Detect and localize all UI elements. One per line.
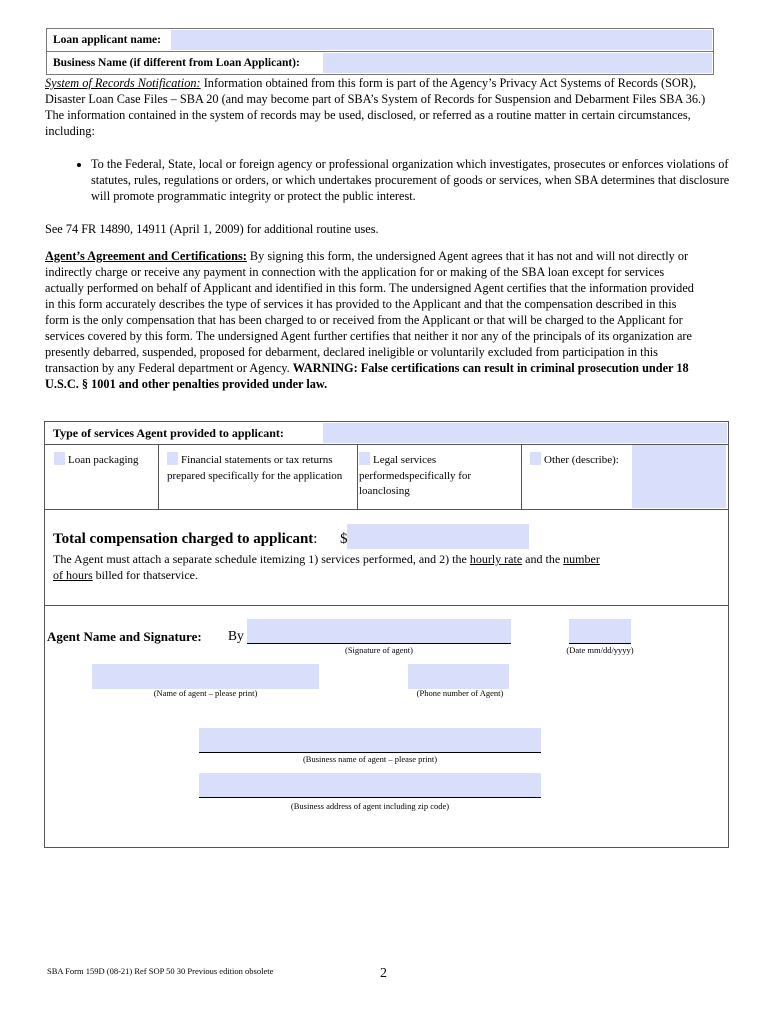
service-option-financial-statements bbox=[159, 445, 358, 509]
services-header-row bbox=[45, 422, 728, 445]
form-id: SBA Form 159D (08-21) Ref SOP 50 30 Previous edition obsolete bbox=[47, 966, 274, 976]
sorn-title: System of Records Notification: bbox=[45, 76, 201, 90]
business-name-row bbox=[47, 51, 713, 74]
service-option-other bbox=[522, 445, 728, 509]
business-name-label: Business Name (if different from Loan Applicant): bbox=[53, 57, 300, 69]
hourly-rate-text: hourly rate bbox=[469, 552, 523, 566]
business-name-agent-field[interactable] bbox=[199, 728, 541, 753]
page-number: 2 bbox=[380, 966, 387, 981]
signature-caption: (Signature of agent) bbox=[345, 645, 413, 655]
compensation-note bbox=[53, 551, 721, 583]
service-option-label: Financial statements or tax returns prepared specifically for the application bbox=[167, 454, 343, 482]
business-address-field[interactable] bbox=[199, 773, 541, 798]
services-header-label: Type of services Agent provided to applicant: bbox=[53, 426, 284, 440]
agreement-title: Agent’s Agreement and Certifications: bbox=[45, 249, 247, 263]
sorn-section bbox=[45, 75, 730, 237]
number-text: number bbox=[563, 552, 600, 566]
loan-applicant-row bbox=[47, 29, 713, 51]
address-caption: (Business address of agent including zip code) bbox=[290, 801, 450, 811]
agent-signature-label: Agent Name and Signature: bbox=[47, 629, 202, 644]
sorn-see-also: See 74 FR 14890, 14911 (April 1, 2009) for additional routine uses. bbox=[45, 222, 379, 236]
compensation-note-2: billed for thatservice. bbox=[92, 568, 198, 582]
agreement-warning: WARNING: False certifications can result in criminal prosecution under 18 U.S.C. § 1001 and other penalties provided under law. bbox=[45, 361, 689, 391]
services-divider bbox=[45, 509, 728, 510]
service-option-label: Legal services performedspecifically for loanclosing bbox=[359, 454, 472, 497]
of-hours-text: of hours bbox=[53, 568, 93, 582]
financial-statements-checkbox[interactable] bbox=[167, 452, 178, 465]
sorn-body: Information obtained from this form is part of the Agency’s Privacy Act Systems of Records (SOR), Disaster Loan Case Files – SBA 20 (and may become part of SBA’s System of Records for Suspension and Debarment Files SBA 36.) The information contained in the system of records may be used, disclosed, or referred as a routine matter in certain circumstances, including: bbox=[45, 76, 706, 138]
compensation-note-1: The Agent must attach a separate schedule itemizing 1) services performed, and 2) the bbox=[53, 552, 470, 566]
other-describe-field[interactable] bbox=[632, 445, 726, 508]
currency-symbol: $ bbox=[340, 531, 348, 547]
business-name-field[interactable] bbox=[323, 53, 712, 73]
service-option-label: Other (describe): bbox=[544, 454, 619, 466]
phone-field[interactable] bbox=[408, 664, 509, 689]
loan-applicant-label: Loan applicant name: bbox=[53, 34, 161, 46]
sorn-bullet-item: • To the Federal, State, local or foreign agency or professional organization which investigates, prosecutes or enforces violations of statutes, rules, regulations or orders, or which undertakes procurement of goods or services, when SBA determines that disclosure will promote programmatic integrity or protect the public interest. bbox=[91, 156, 731, 204]
agreement-body: By signing this form, the undersigned Agent agrees that it has not and will not directly or indirectly charge or receive any payment in connection with the application for or making of the SBA loan except for services actually performed on behalf of Applicant and identified in this form. The undersigned Agent certifies that the information provided in this form accurately describes the type of services it has provided to the Applicant and that the compensation described in this form is the only compensation that has been charged to or received from the Applicant or that will be charged to the Applicant for services covered by this form. The undersigned Agent further certifies that neither it nor any of the principals of its organization are presently debarred, suspended, proposed for debarment, declared ineligible or voluntarily excluded from participation in this transaction by any Federal department or Agency. bbox=[45, 249, 694, 375]
agent-name-field[interactable] bbox=[92, 664, 319, 689]
applicant-header-table bbox=[46, 28, 714, 75]
date-field[interactable] bbox=[569, 619, 631, 644]
name-caption: (Name of agent – please print) bbox=[153, 688, 258, 698]
services-header-field[interactable] bbox=[323, 423, 727, 443]
other-checkbox[interactable] bbox=[530, 452, 541, 465]
agent-services-box bbox=[44, 421, 729, 848]
compensation-divider bbox=[45, 605, 728, 606]
agent-signature-field[interactable] bbox=[247, 619, 511, 644]
service-option-loan-packaging bbox=[45, 445, 159, 509]
and-the-text: and the bbox=[522, 552, 564, 566]
compensation-label: Total compensation charged to applicant bbox=[53, 531, 314, 547]
phone-caption: (Phone number of Agent) bbox=[416, 688, 504, 698]
legal-services-checkbox[interactable] bbox=[359, 452, 370, 465]
compensation-colon: : bbox=[313, 531, 318, 547]
service-option-label: Loan packaging bbox=[68, 454, 139, 466]
by-label: By bbox=[228, 628, 244, 643]
date-caption: (Date mm/dd/yyyy) bbox=[566, 645, 634, 655]
sorn-bullet-list bbox=[45, 156, 731, 204]
compensation-label-row bbox=[53, 531, 317, 548]
loan-packaging-checkbox[interactable] bbox=[54, 452, 65, 465]
service-option-legal-services bbox=[358, 445, 522, 509]
loan-applicant-name-field[interactable] bbox=[171, 30, 712, 50]
total-compensation-field[interactable] bbox=[347, 524, 529, 549]
agreement-section bbox=[45, 248, 701, 392]
business-caption: (Business name of agent – please print) bbox=[302, 754, 438, 764]
